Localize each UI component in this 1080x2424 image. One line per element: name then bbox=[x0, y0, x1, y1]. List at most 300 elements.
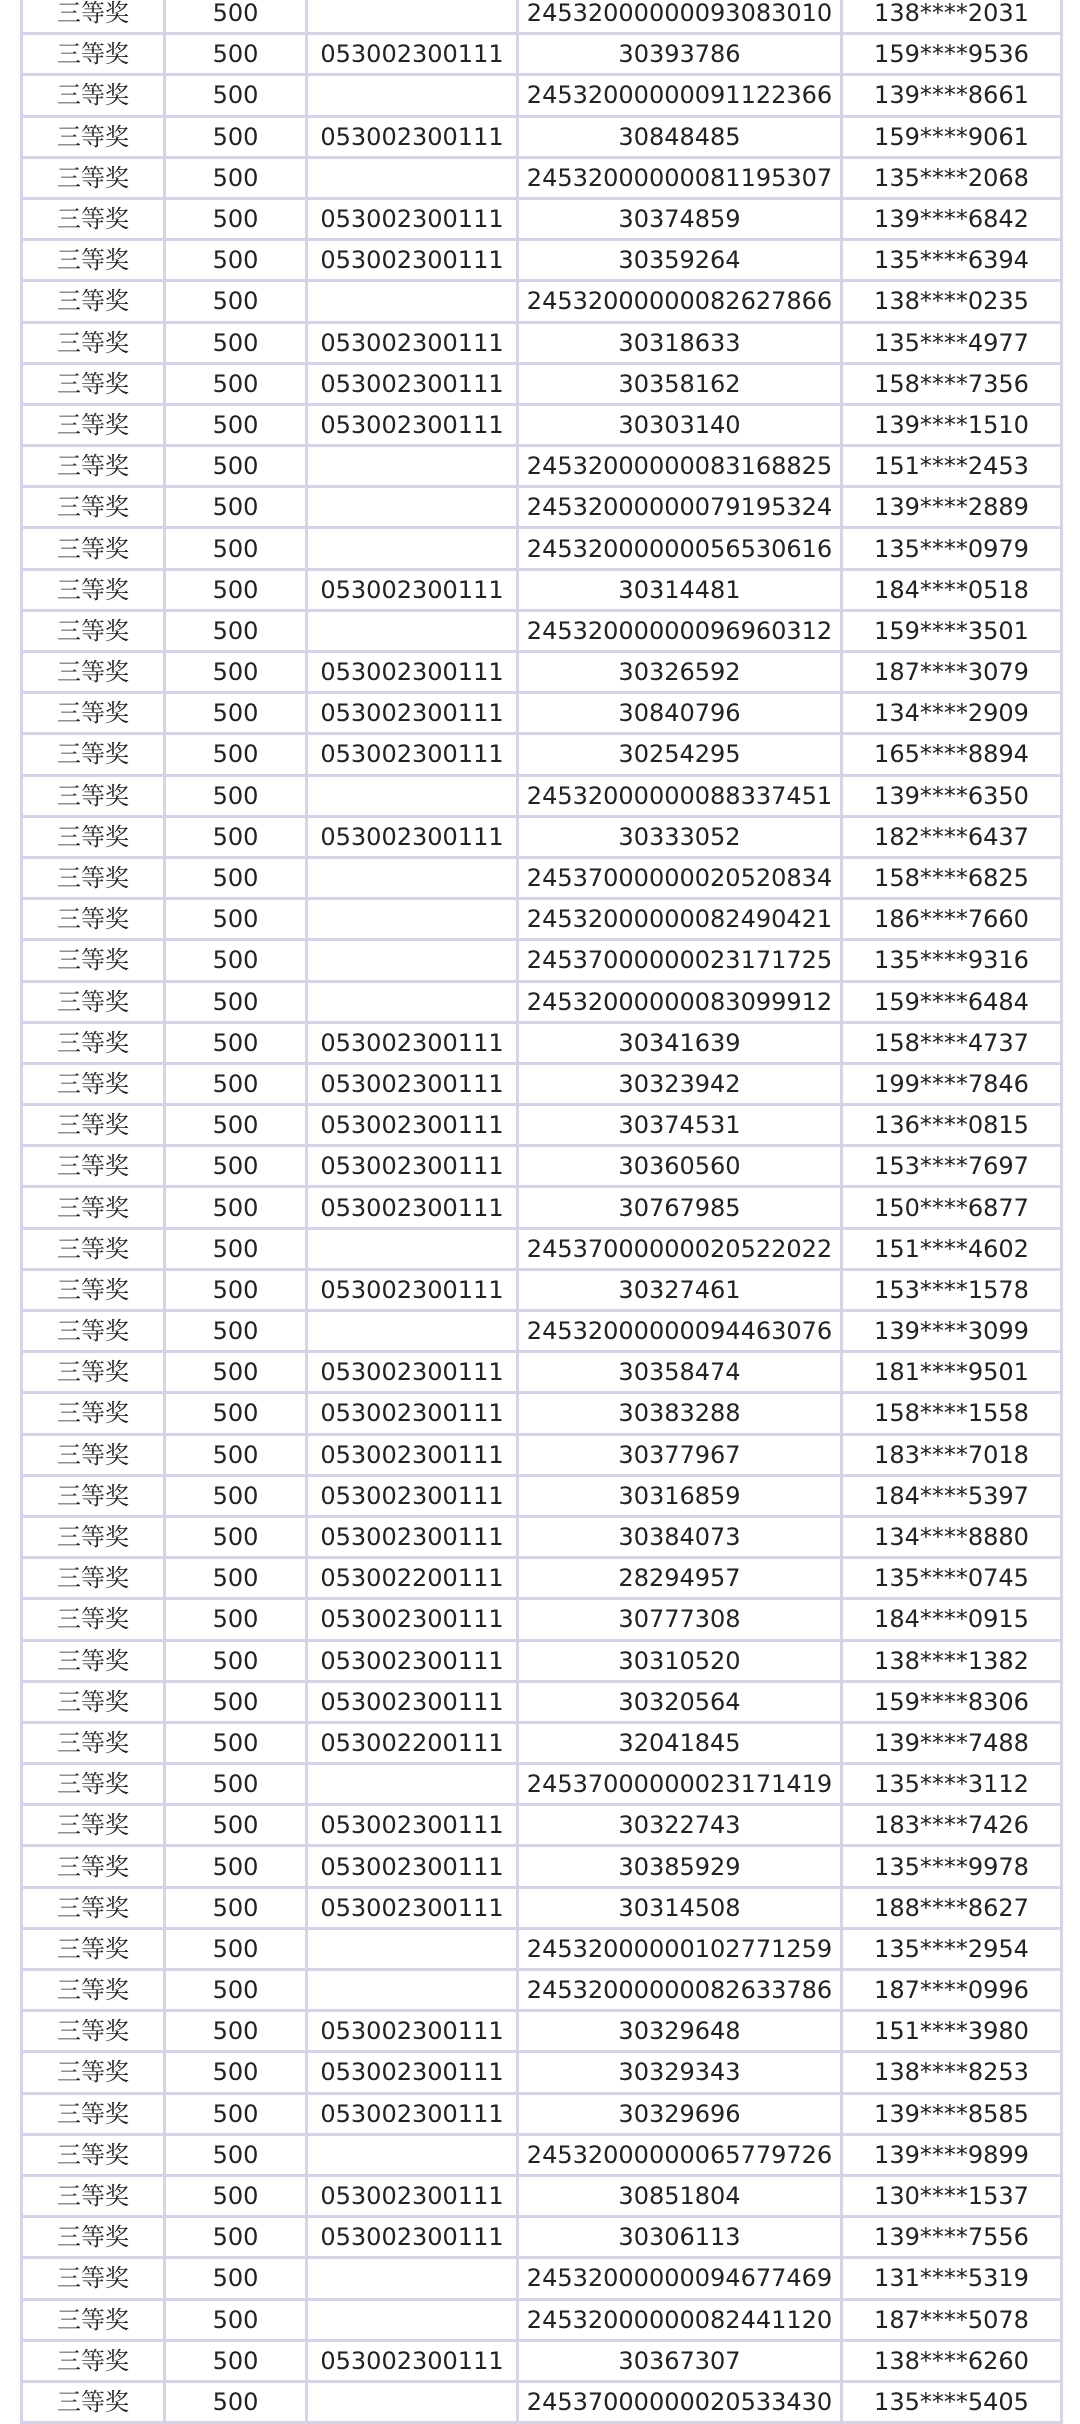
prize-amount-cell: 500 bbox=[165, 610, 307, 651]
table-row bbox=[22, 446, 1062, 487]
table-row bbox=[22, 2258, 1062, 2299]
prize-amount-cell: 500 bbox=[165, 652, 307, 693]
prize-amount-cell: 500 bbox=[165, 2340, 307, 2381]
table-row bbox=[22, 1063, 1062, 1104]
order-number-cell: 30329343 bbox=[518, 2052, 842, 2093]
order-number-cell: 24532000000082441120 bbox=[518, 2299, 842, 2340]
prize-level-cell: 三等奖 bbox=[22, 1352, 165, 1393]
order-number-cell: 30322743 bbox=[518, 1805, 842, 1846]
prize-level-cell: 三等奖 bbox=[22, 2134, 165, 2175]
phone-number-cell: 159****9061 bbox=[842, 116, 1062, 157]
prize-level-cell: 三等奖 bbox=[22, 899, 165, 940]
prize-level-cell: 三等奖 bbox=[22, 2340, 165, 2381]
store-code-cell: 053002300111 bbox=[307, 1846, 518, 1887]
store-code-cell: 053002300111 bbox=[307, 652, 518, 693]
phone-number-cell: 135****0745 bbox=[842, 1558, 1062, 1599]
order-number-cell: 30848485 bbox=[518, 116, 842, 157]
phone-number-cell: 183****7018 bbox=[842, 1434, 1062, 1475]
phone-number-cell: 135****2068 bbox=[842, 157, 1062, 198]
prize-level-cell: 三等奖 bbox=[22, 116, 165, 157]
prize-amount-cell: 500 bbox=[165, 693, 307, 734]
prize-amount-cell: 500 bbox=[165, 487, 307, 528]
phone-number-cell: 184****0518 bbox=[842, 569, 1062, 610]
store-code-cell bbox=[307, 940, 518, 981]
table-row bbox=[22, 1187, 1062, 1228]
table-row bbox=[22, 1393, 1062, 1434]
store-code-cell: 053002300111 bbox=[307, 2052, 518, 2093]
order-number-cell: 30329648 bbox=[518, 2011, 842, 2052]
prize-amount-cell: 500 bbox=[165, 198, 307, 239]
order-number-cell: 24532000000081195307 bbox=[518, 157, 842, 198]
prize-amount-cell: 500 bbox=[165, 404, 307, 445]
store-code-cell bbox=[307, 75, 518, 116]
prize-amount-cell: 500 bbox=[165, 1887, 307, 1928]
store-code-cell: 053002300111 bbox=[307, 34, 518, 75]
phone-number-cell: 158****1558 bbox=[842, 1393, 1062, 1434]
order-number-cell: 30393786 bbox=[518, 34, 842, 75]
table-row bbox=[22, 363, 1062, 404]
prize-amount-cell: 500 bbox=[165, 363, 307, 404]
store-code-cell: 053002300111 bbox=[307, 1063, 518, 1104]
store-code-cell: 053002300111 bbox=[307, 569, 518, 610]
prize-level-cell: 三等奖 bbox=[22, 1022, 165, 1063]
prize-level-cell: 三等奖 bbox=[22, 446, 165, 487]
order-number-cell: 24532000000091122366 bbox=[518, 75, 842, 116]
store-code-cell bbox=[307, 610, 518, 651]
prize-amount-cell: 500 bbox=[165, 75, 307, 116]
prize-level-cell: 三等奖 bbox=[22, 34, 165, 75]
prize-level-cell: 三等奖 bbox=[22, 734, 165, 775]
table-row bbox=[22, 1846, 1062, 1887]
order-number-cell: 24532000000082633786 bbox=[518, 1970, 842, 2011]
phone-number-cell: 158****7356 bbox=[842, 363, 1062, 404]
order-number-cell: 30384073 bbox=[518, 1516, 842, 1557]
phone-number-cell: 158****6825 bbox=[842, 857, 1062, 898]
phone-number-cell: 135****3112 bbox=[842, 1764, 1062, 1805]
table-row bbox=[22, 1640, 1062, 1681]
store-code-cell: 053002300111 bbox=[307, 322, 518, 363]
table-row bbox=[22, 322, 1062, 363]
order-number-cell: 30341639 bbox=[518, 1022, 842, 1063]
table-row bbox=[22, 1599, 1062, 1640]
prize-level-cell: 三等奖 bbox=[22, 816, 165, 857]
table-row bbox=[22, 1352, 1062, 1393]
prize-amount-cell: 500 bbox=[165, 1764, 307, 1805]
table-row bbox=[22, 2175, 1062, 2216]
table-row bbox=[22, 1681, 1062, 1722]
prize-level-cell: 三等奖 bbox=[22, 1558, 165, 1599]
prize-amount-cell: 500 bbox=[165, 816, 307, 857]
order-number-cell: 30303140 bbox=[518, 404, 842, 445]
phone-number-cell: 159****8306 bbox=[842, 1681, 1062, 1722]
prize-amount-cell: 500 bbox=[165, 1928, 307, 1969]
order-number-cell: 24532000000065779726 bbox=[518, 2134, 842, 2175]
order-number-cell: 30358474 bbox=[518, 1352, 842, 1393]
order-number-cell: 30310520 bbox=[518, 1640, 842, 1681]
prize-amount-cell: 500 bbox=[165, 1393, 307, 1434]
prize-amount-cell: 500 bbox=[165, 1558, 307, 1599]
prize-amount-cell: 500 bbox=[165, 940, 307, 981]
prize-amount-cell: 500 bbox=[165, 1722, 307, 1763]
prize-level-cell: 三等奖 bbox=[22, 857, 165, 898]
store-code-cell: 053002300111 bbox=[307, 1475, 518, 1516]
table-row bbox=[22, 1475, 1062, 1516]
table-row bbox=[22, 240, 1062, 281]
order-number-cell: 32041845 bbox=[518, 1722, 842, 1763]
prize-amount-cell: 500 bbox=[165, 528, 307, 569]
table-row bbox=[22, 610, 1062, 651]
order-number-cell: 24532000000088337451 bbox=[518, 775, 842, 816]
phone-number-cell: 134****2909 bbox=[842, 693, 1062, 734]
phone-number-cell: 138****8253 bbox=[842, 2052, 1062, 2093]
order-number-cell: 30367307 bbox=[518, 2340, 842, 2381]
phone-number-cell: 135****2954 bbox=[842, 1928, 1062, 1969]
order-number-cell: 28294957 bbox=[518, 1558, 842, 1599]
store-code-cell: 053002300111 bbox=[307, 693, 518, 734]
prize-amount-cell: 500 bbox=[165, 1187, 307, 1228]
order-number-cell: 24532000000083099912 bbox=[518, 981, 842, 1022]
table-row bbox=[22, 0, 1062, 34]
store-code-cell bbox=[307, 899, 518, 940]
prize-level-cell: 三等奖 bbox=[22, 1105, 165, 1146]
prize-level-cell: 三等奖 bbox=[22, 0, 165, 34]
phone-number-cell: 150****6877 bbox=[842, 1187, 1062, 1228]
store-code-cell: 053002300111 bbox=[307, 1434, 518, 1475]
store-code-cell bbox=[307, 2134, 518, 2175]
prize-amount-cell: 500 bbox=[165, 1599, 307, 1640]
table-row bbox=[22, 1022, 1062, 1063]
store-code-cell: 053002300111 bbox=[307, 2217, 518, 2258]
order-number-cell: 30327461 bbox=[518, 1269, 842, 1310]
table-row bbox=[22, 857, 1062, 898]
table-row bbox=[22, 2217, 1062, 2258]
prize-level-cell: 三等奖 bbox=[22, 1722, 165, 1763]
store-code-cell bbox=[307, 1970, 518, 2011]
prize-level-cell: 三等奖 bbox=[22, 1393, 165, 1434]
store-code-cell: 053002300111 bbox=[307, 816, 518, 857]
order-number-cell: 30383288 bbox=[518, 1393, 842, 1434]
phone-number-cell: 138****6260 bbox=[842, 2340, 1062, 2381]
table-row bbox=[22, 899, 1062, 940]
prize-amount-cell: 500 bbox=[165, 1269, 307, 1310]
table-row bbox=[22, 1434, 1062, 1475]
phone-number-cell: 139****2889 bbox=[842, 487, 1062, 528]
order-number-cell: 30314508 bbox=[518, 1887, 842, 1928]
phone-number-cell: 183****7426 bbox=[842, 1805, 1062, 1846]
order-number-cell: 24532000000083168825 bbox=[518, 446, 842, 487]
table-row bbox=[22, 2340, 1062, 2381]
prize-amount-cell: 500 bbox=[165, 1022, 307, 1063]
order-number-cell: 24532000000082627866 bbox=[518, 281, 842, 322]
table-row bbox=[22, 2299, 1062, 2340]
phone-number-cell: 187****5078 bbox=[842, 2299, 1062, 2340]
prize-amount-cell: 500 bbox=[165, 1352, 307, 1393]
store-code-cell: 053002300111 bbox=[307, 240, 518, 281]
table-row bbox=[22, 1228, 1062, 1269]
store-code-cell bbox=[307, 281, 518, 322]
phone-number-cell: 153****7697 bbox=[842, 1146, 1062, 1187]
table-row bbox=[22, 1928, 1062, 1969]
prize-level-cell: 三等奖 bbox=[22, 157, 165, 198]
prize-level-cell: 三等奖 bbox=[22, 569, 165, 610]
prize-level-cell: 三等奖 bbox=[22, 1516, 165, 1557]
store-code-cell: 053002200111 bbox=[307, 1722, 518, 1763]
order-number-cell: 30320564 bbox=[518, 1681, 842, 1722]
order-number-cell: 24532000000094463076 bbox=[518, 1311, 842, 1352]
phone-number-cell: 139****6350 bbox=[842, 775, 1062, 816]
prize-amount-cell: 500 bbox=[165, 775, 307, 816]
store-code-cell: 053002300111 bbox=[307, 1269, 518, 1310]
prize-amount-cell: 500 bbox=[165, 2093, 307, 2134]
phone-number-cell: 139****7488 bbox=[842, 1722, 1062, 1763]
table-row bbox=[22, 1722, 1062, 1763]
prize-amount-cell: 500 bbox=[165, 1228, 307, 1269]
store-code-cell: 053002300111 bbox=[307, 1352, 518, 1393]
store-code-cell: 053002300111 bbox=[307, 2340, 518, 2381]
store-code-cell bbox=[307, 857, 518, 898]
order-number-cell: 30777308 bbox=[518, 1599, 842, 1640]
order-number-cell: 30329696 bbox=[518, 2093, 842, 2134]
winners-table bbox=[20, 0, 1063, 2424]
table-row bbox=[22, 281, 1062, 322]
phone-number-cell: 135****0979 bbox=[842, 528, 1062, 569]
store-code-cell: 053002300111 bbox=[307, 1887, 518, 1928]
prize-amount-cell: 500 bbox=[165, 981, 307, 1022]
phone-number-cell: 159****3501 bbox=[842, 610, 1062, 651]
winners-table-body bbox=[22, 0, 1062, 2423]
table-row bbox=[22, 34, 1062, 75]
phone-number-cell: 138****1382 bbox=[842, 1640, 1062, 1681]
order-number-cell: 24532000000079195324 bbox=[518, 487, 842, 528]
phone-number-cell: 135****9978 bbox=[842, 1846, 1062, 1887]
prize-amount-cell: 500 bbox=[165, 1970, 307, 2011]
phone-number-cell: 135****9316 bbox=[842, 940, 1062, 981]
phone-number-cell: 159****9536 bbox=[842, 34, 1062, 75]
table-row bbox=[22, 1970, 1062, 2011]
order-number-cell: 30385929 bbox=[518, 1846, 842, 1887]
store-code-cell: 053002300111 bbox=[307, 363, 518, 404]
prize-amount-cell: 500 bbox=[165, 569, 307, 610]
table-row bbox=[22, 940, 1062, 981]
order-number-cell: 24532000000082490421 bbox=[518, 899, 842, 940]
prize-level-cell: 三等奖 bbox=[22, 2299, 165, 2340]
order-number-cell: 30840796 bbox=[518, 693, 842, 734]
phone-number-cell: 135****4977 bbox=[842, 322, 1062, 363]
prize-amount-cell: 500 bbox=[165, 2052, 307, 2093]
order-number-cell: 30333052 bbox=[518, 816, 842, 857]
order-number-cell: 30377967 bbox=[518, 1434, 842, 1475]
table-row bbox=[22, 198, 1062, 239]
prize-amount-cell: 500 bbox=[165, 1063, 307, 1104]
table-row bbox=[22, 1516, 1062, 1557]
prize-level-cell: 三等奖 bbox=[22, 1311, 165, 1352]
prize-level-cell: 三等奖 bbox=[22, 2011, 165, 2052]
prize-level-cell: 三等奖 bbox=[22, 775, 165, 816]
order-number-cell: 30851804 bbox=[518, 2175, 842, 2216]
prize-level-cell: 三等奖 bbox=[22, 1475, 165, 1516]
store-code-cell: 053002300111 bbox=[307, 404, 518, 445]
prize-level-cell: 三等奖 bbox=[22, 2093, 165, 2134]
prize-level-cell: 三等奖 bbox=[22, 1269, 165, 1310]
prize-amount-cell: 500 bbox=[165, 2258, 307, 2299]
phone-number-cell: 151****3980 bbox=[842, 2011, 1062, 2052]
prize-amount-cell: 500 bbox=[165, 2175, 307, 2216]
prize-amount-cell: 500 bbox=[165, 734, 307, 775]
prize-level-cell: 三等奖 bbox=[22, 1146, 165, 1187]
prize-amount-cell: 500 bbox=[165, 1681, 307, 1722]
order-number-cell: 30314481 bbox=[518, 569, 842, 610]
phone-number-cell: 181****9501 bbox=[842, 1352, 1062, 1393]
prize-level-cell: 三等奖 bbox=[22, 940, 165, 981]
prize-level-cell: 三等奖 bbox=[22, 1434, 165, 1475]
table-row bbox=[22, 734, 1062, 775]
prize-level-cell: 三等奖 bbox=[22, 1640, 165, 1681]
phone-number-cell: 184****5397 bbox=[842, 1475, 1062, 1516]
store-code-cell bbox=[307, 1228, 518, 1269]
prize-level-cell: 三等奖 bbox=[22, 1764, 165, 1805]
phone-number-cell: 153****1578 bbox=[842, 1269, 1062, 1310]
table-row bbox=[22, 1105, 1062, 1146]
store-code-cell: 053002300111 bbox=[307, 1146, 518, 1187]
phone-number-cell: 184****0915 bbox=[842, 1599, 1062, 1640]
phone-number-cell: 139****6842 bbox=[842, 198, 1062, 239]
order-number-cell: 30323942 bbox=[518, 1063, 842, 1104]
table-row bbox=[22, 75, 1062, 116]
prize-level-cell: 三等奖 bbox=[22, 2052, 165, 2093]
phone-number-cell: 158****4737 bbox=[842, 1022, 1062, 1063]
store-code-cell: 053002300111 bbox=[307, 2175, 518, 2216]
phone-number-cell: 135****6394 bbox=[842, 240, 1062, 281]
store-code-cell bbox=[307, 1928, 518, 1969]
prize-amount-cell: 500 bbox=[165, 1146, 307, 1187]
phone-number-cell: 139****3099 bbox=[842, 1311, 1062, 1352]
prize-amount-cell: 500 bbox=[165, 1105, 307, 1146]
prize-level-cell: 三等奖 bbox=[22, 75, 165, 116]
store-code-cell: 053002300111 bbox=[307, 1599, 518, 1640]
prize-amount-cell: 500 bbox=[165, 1311, 307, 1352]
prize-level-cell: 三等奖 bbox=[22, 2381, 165, 2422]
table-row bbox=[22, 1764, 1062, 1805]
store-code-cell bbox=[307, 157, 518, 198]
prize-level-cell: 三等奖 bbox=[22, 2258, 165, 2299]
prize-level-cell: 三等奖 bbox=[22, 1970, 165, 2011]
store-code-cell: 053002300111 bbox=[307, 734, 518, 775]
table-row bbox=[22, 1558, 1062, 1599]
order-number-cell: 24537000000023171419 bbox=[518, 1764, 842, 1805]
prize-amount-cell: 500 bbox=[165, 857, 307, 898]
prize-level-cell: 三等奖 bbox=[22, 1187, 165, 1228]
order-number-cell: 24537000000020520834 bbox=[518, 857, 842, 898]
prize-level-cell: 三等奖 bbox=[22, 404, 165, 445]
prize-amount-cell: 500 bbox=[165, 2217, 307, 2258]
table-row bbox=[22, 2381, 1062, 2422]
phone-number-cell: 187****3079 bbox=[842, 652, 1062, 693]
table-row bbox=[22, 2134, 1062, 2175]
prize-amount-cell: 500 bbox=[165, 2134, 307, 2175]
prize-amount-cell: 500 bbox=[165, 1640, 307, 1681]
prize-amount-cell: 500 bbox=[165, 322, 307, 363]
table-row bbox=[22, 487, 1062, 528]
prize-amount-cell: 500 bbox=[165, 1846, 307, 1887]
store-code-cell bbox=[307, 775, 518, 816]
phone-number-cell: 139****9899 bbox=[842, 2134, 1062, 2175]
prize-level-cell: 三等奖 bbox=[22, 610, 165, 651]
order-number-cell: 24532000000056530616 bbox=[518, 528, 842, 569]
prize-amount-cell: 500 bbox=[165, 2299, 307, 2340]
table-row bbox=[22, 652, 1062, 693]
order-number-cell: 24537000000020522022 bbox=[518, 1228, 842, 1269]
phone-number-cell: 136****0815 bbox=[842, 1105, 1062, 1146]
prize-level-cell: 三等奖 bbox=[22, 652, 165, 693]
prize-amount-cell: 500 bbox=[165, 0, 307, 34]
order-number-cell: 24532000000096960312 bbox=[518, 610, 842, 651]
order-number-cell: 30358162 bbox=[518, 363, 842, 404]
phone-number-cell: 151****4602 bbox=[842, 1228, 1062, 1269]
table-row bbox=[22, 1269, 1062, 1310]
table-row bbox=[22, 157, 1062, 198]
table-row bbox=[22, 2011, 1062, 2052]
store-code-cell bbox=[307, 0, 518, 34]
table-row bbox=[22, 2052, 1062, 2093]
order-number-cell: 24537000000020533430 bbox=[518, 2381, 842, 2422]
table-row bbox=[22, 1805, 1062, 1846]
prize-amount-cell: 500 bbox=[165, 1516, 307, 1557]
phone-number-cell: 135****5405 bbox=[842, 2381, 1062, 2422]
prize-level-cell: 三等奖 bbox=[22, 1805, 165, 1846]
order-number-cell: 30254295 bbox=[518, 734, 842, 775]
prize-level-cell: 三等奖 bbox=[22, 1063, 165, 1104]
order-number-cell: 30326592 bbox=[518, 652, 842, 693]
store-code-cell: 053002200111 bbox=[307, 1558, 518, 1599]
phone-number-cell: 151****2453 bbox=[842, 446, 1062, 487]
prize-level-cell: 三等奖 bbox=[22, 281, 165, 322]
prize-level-cell: 三等奖 bbox=[22, 2217, 165, 2258]
prize-level-cell: 三等奖 bbox=[22, 1228, 165, 1269]
prize-amount-cell: 500 bbox=[165, 281, 307, 322]
prize-amount-cell: 500 bbox=[165, 116, 307, 157]
prize-level-cell: 三等奖 bbox=[22, 1887, 165, 1928]
order-number-cell: 30359264 bbox=[518, 240, 842, 281]
prize-level-cell: 三等奖 bbox=[22, 487, 165, 528]
store-code-cell: 053002300111 bbox=[307, 116, 518, 157]
phone-number-cell: 138****0235 bbox=[842, 281, 1062, 322]
store-code-cell: 053002300111 bbox=[307, 1022, 518, 1063]
prize-amount-cell: 500 bbox=[165, 34, 307, 75]
prize-amount-cell: 500 bbox=[165, 157, 307, 198]
store-code-cell bbox=[307, 487, 518, 528]
phone-number-cell: 188****8627 bbox=[842, 1887, 1062, 1928]
table-row bbox=[22, 981, 1062, 1022]
store-code-cell: 053002300111 bbox=[307, 1393, 518, 1434]
phone-number-cell: 134****8880 bbox=[842, 1516, 1062, 1557]
table-row bbox=[22, 528, 1062, 569]
store-code-cell: 053002300111 bbox=[307, 1640, 518, 1681]
prize-level-cell: 三等奖 bbox=[22, 981, 165, 1022]
table-row bbox=[22, 2093, 1062, 2134]
prize-amount-cell: 500 bbox=[165, 446, 307, 487]
store-code-cell: 053002300111 bbox=[307, 1187, 518, 1228]
phone-number-cell: 131****5319 bbox=[842, 2258, 1062, 2299]
prize-amount-cell: 500 bbox=[165, 1475, 307, 1516]
order-number-cell: 30306113 bbox=[518, 2217, 842, 2258]
prize-amount-cell: 500 bbox=[165, 240, 307, 281]
order-number-cell: 30374859 bbox=[518, 198, 842, 239]
order-number-cell: 30374531 bbox=[518, 1105, 842, 1146]
prize-level-cell: 三等奖 bbox=[22, 1928, 165, 1969]
store-code-cell: 053002300111 bbox=[307, 1681, 518, 1722]
order-number-cell: 30360560 bbox=[518, 1146, 842, 1187]
table-row bbox=[22, 404, 1062, 445]
